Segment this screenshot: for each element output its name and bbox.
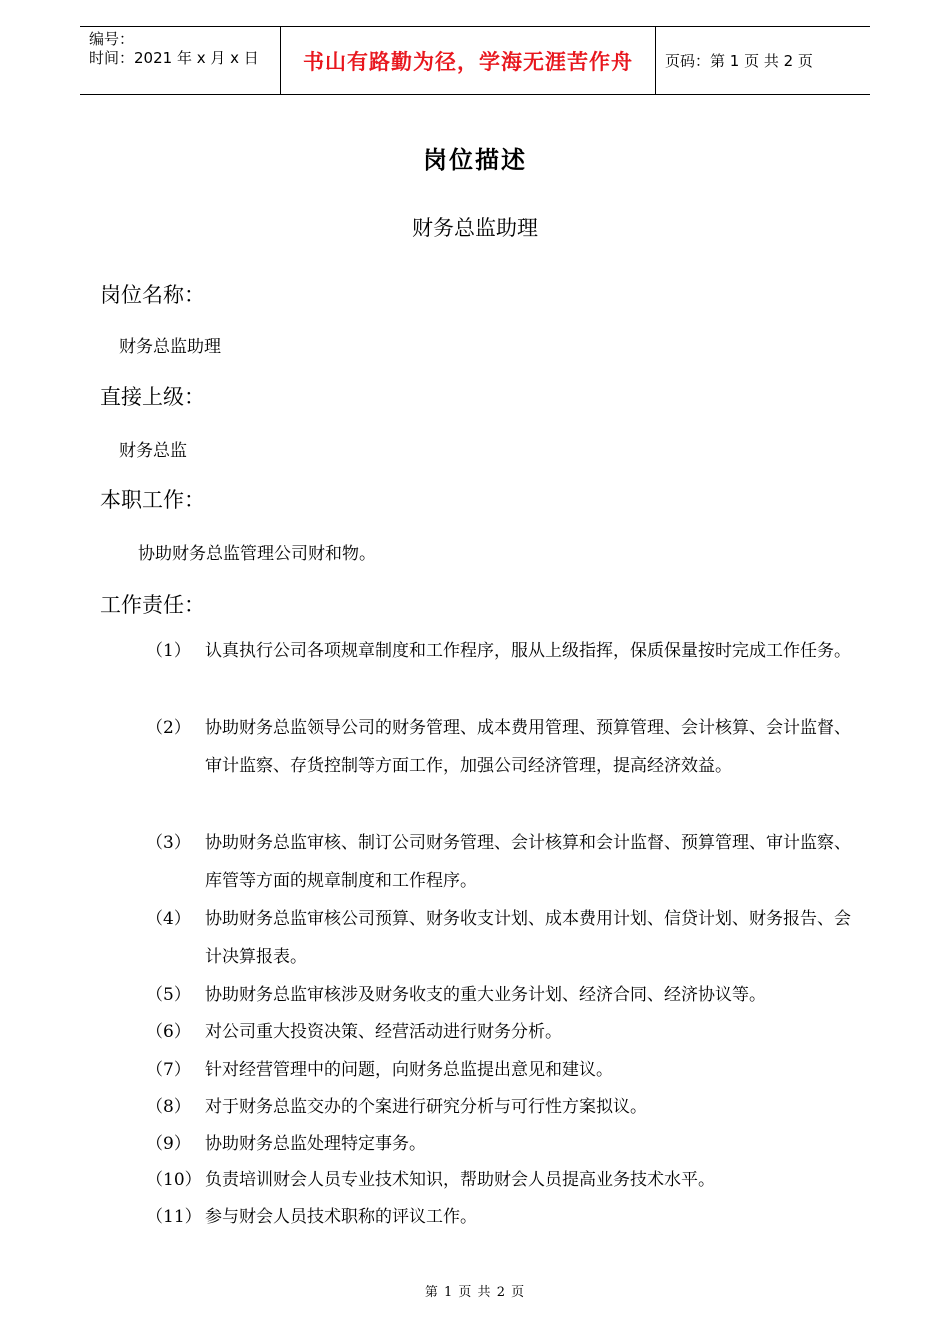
item-text: 认真执行公司各项规章制度和工作程序，服从上级指挥，保质保量按时完成工作任务。 xyxy=(205,641,851,661)
responsibility-item xyxy=(146,632,856,670)
item-text: 协助财务总监审核涉及财务收支的重大业务计划、经济合同、经济协议等。 xyxy=(205,985,766,1005)
item-text: 协助财务总监领导公司的财务管理、成本费用管理、预算管理、会计核算、会计监督、审计监察、存货控制等方面工作，加强公司经济管理，提高经济效益。 xyxy=(205,718,851,776)
duty-heading: 本职工作： xyxy=(100,488,205,512)
item-number: （11） xyxy=(146,1207,202,1227)
document-title: 岗位描述 xyxy=(423,146,527,174)
item-text: 协助财务总监审核公司预算、财务收支计划、成本费用计划、信贷计划、财务报告、会计决算报表。 xyxy=(205,909,851,967)
item-text: 负责培训财会人员专业技术知识，帮助财会人员提高业务技术水平。 xyxy=(205,1170,715,1190)
responsibility-item xyxy=(146,1088,856,1126)
responsibility-item xyxy=(146,976,856,1014)
responsibility-item xyxy=(146,1051,856,1089)
responsibility-item xyxy=(146,900,856,976)
responsibilities-heading: 工作责任： xyxy=(100,593,205,617)
item-number: （1） xyxy=(146,641,191,661)
responsibility-item xyxy=(146,824,856,900)
header-left-cell xyxy=(80,27,281,94)
header-table xyxy=(80,26,870,95)
responsibility-item xyxy=(146,1198,856,1236)
position-name-value: 财务总监助理 xyxy=(119,337,221,357)
item-number: （8） xyxy=(146,1097,191,1117)
item-number: （3） xyxy=(146,833,191,853)
item-number: （4） xyxy=(146,909,191,929)
responsibility-item xyxy=(146,709,856,785)
item-number: （6） xyxy=(146,1022,191,1042)
duty-value: 协助财务总监管理公司财和物。 xyxy=(138,544,376,564)
item-text: 协助财务总监审核、制订公司财务管理、会计核算和会计监督、预算管理、审计监察、库管等方面的规章制度和工作程序。 xyxy=(205,833,851,891)
position-name-heading: 岗位名称： xyxy=(100,283,205,307)
item-text: 针对经营管理中的问题，向财务总监提出意见和建议。 xyxy=(205,1060,613,1080)
item-text: 参与财会人员技术职称的评议工作。 xyxy=(205,1207,477,1227)
superior-heading: 直接上级： xyxy=(100,385,205,409)
item-text: 协助财务总监处理特定事务。 xyxy=(205,1134,426,1154)
item-text: 对于财务总监交办的个案进行研究分析与可行性方案拟议。 xyxy=(205,1097,647,1117)
document-date: 时间：2021 年 x 月 x 日 xyxy=(89,49,259,67)
document-subtitle: 财务总监助理 xyxy=(412,216,538,240)
item-number: （7） xyxy=(146,1060,191,1080)
item-text: 对公司重大投资决策、经营活动进行财务分析。 xyxy=(205,1022,562,1042)
header-page-info: 页码：第 1 页 共 2 页 xyxy=(665,52,813,70)
header-motto: 书山有路勤为径，学海无涯苦作舟 xyxy=(281,27,656,94)
superior-value: 财务总监 xyxy=(119,441,187,461)
responsibility-item xyxy=(146,1125,856,1163)
item-number: （5） xyxy=(146,985,191,1005)
responsibility-item xyxy=(146,1013,856,1051)
item-number: （9） xyxy=(146,1134,191,1154)
responsibility-item xyxy=(146,1161,856,1199)
item-number: （10） xyxy=(146,1170,202,1190)
document-number-label: 编号： xyxy=(89,30,135,48)
item-number: （2） xyxy=(146,718,191,738)
page-footer: 第 1 页 共 2 页 xyxy=(424,1285,526,1300)
